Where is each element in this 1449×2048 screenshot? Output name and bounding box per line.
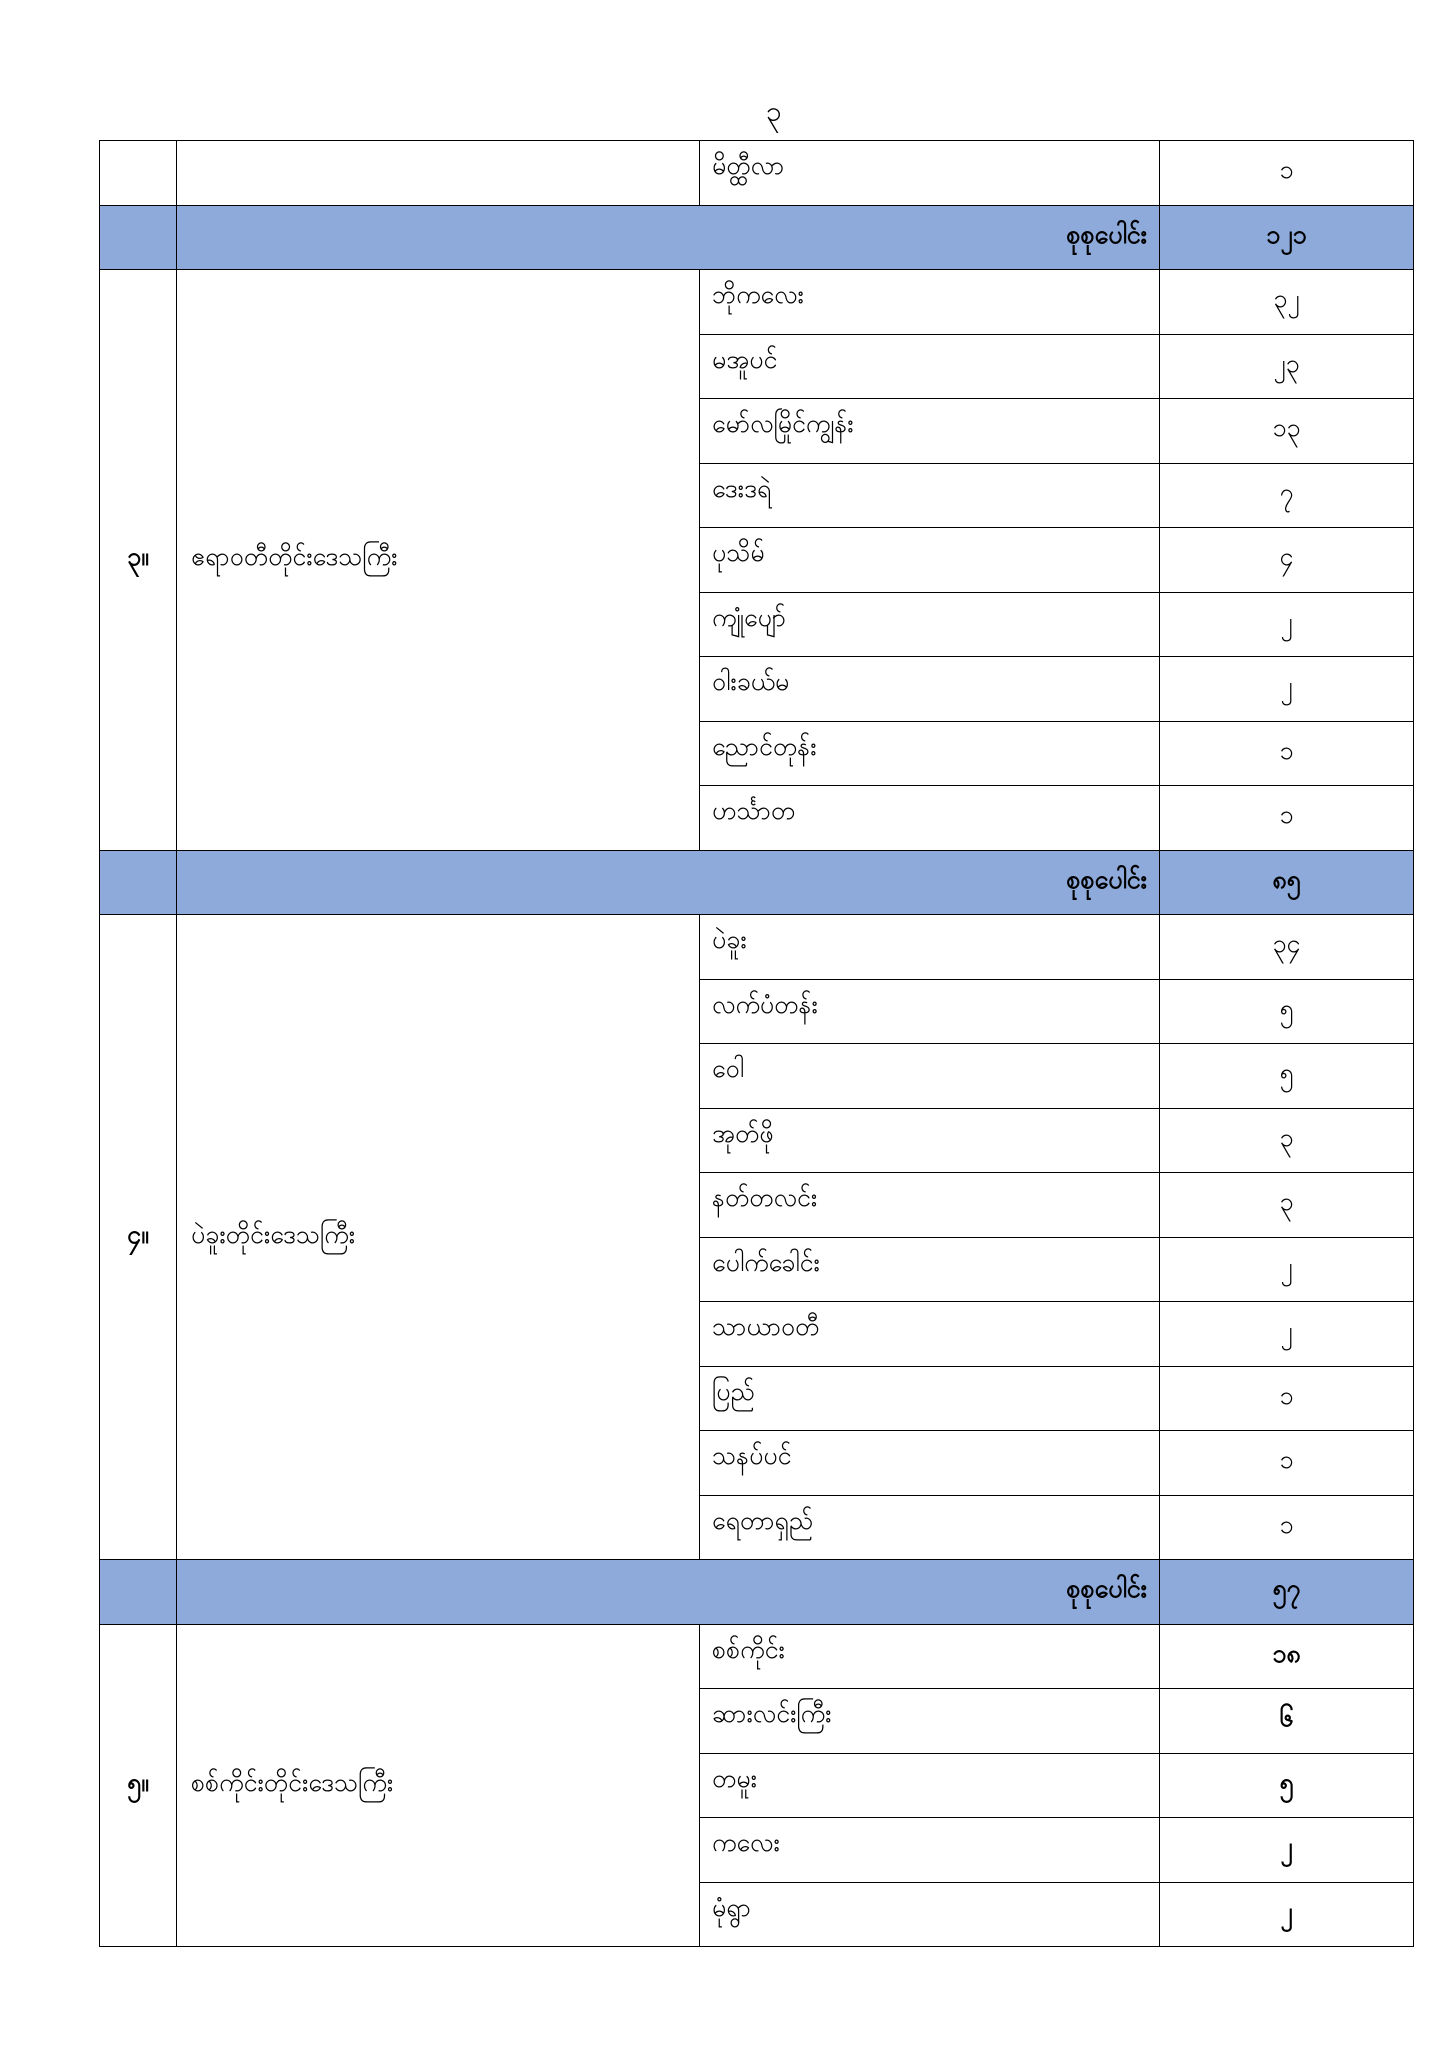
township-cell: မုံရွာ bbox=[700, 1882, 1160, 1947]
table-row bbox=[100, 915, 1414, 980]
total-row-blank-cell bbox=[100, 1560, 177, 1625]
section-number-cell: ၄။ bbox=[100, 915, 177, 1560]
total-value: ၈၅ bbox=[1160, 850, 1414, 915]
township-cell: ရေတာရှည် bbox=[700, 1495, 1160, 1560]
continued-section bbox=[100, 141, 1414, 270]
count-cell: ၁ bbox=[1160, 721, 1414, 786]
section-number-cell: ၅။ bbox=[100, 1624, 177, 1947]
page-number: ၃ bbox=[766, 95, 782, 128]
region-section bbox=[100, 915, 1414, 1625]
count-cell: ၆ bbox=[1160, 1689, 1414, 1754]
township-cell: မော်လမြိုင်ကျွန်း bbox=[700, 399, 1160, 464]
total-label: စုစုပေါင်း bbox=[177, 205, 1160, 270]
township-cell: မအူပင် bbox=[700, 334, 1160, 399]
count-cell: ၂ bbox=[1160, 1818, 1414, 1883]
count-cell: ၁ bbox=[1160, 141, 1414, 206]
count-cell: ၃ bbox=[1160, 1108, 1414, 1173]
township-cell: ပေါက်ခေါင်း bbox=[700, 1237, 1160, 1302]
total-row-blank-cell bbox=[100, 850, 177, 915]
total-value: ၅၇ bbox=[1160, 1560, 1414, 1625]
count-cell: ၄ bbox=[1160, 528, 1414, 593]
count-cell: ၁၈ bbox=[1160, 1624, 1414, 1689]
township-cell: ကလေး bbox=[700, 1818, 1160, 1883]
count-cell: ၁ bbox=[1160, 1366, 1414, 1431]
region-cell: စစ်ကိုင်းတိုင်းဒေသကြီး bbox=[177, 1624, 700, 1947]
count-cell: ၅ bbox=[1160, 1753, 1414, 1818]
region-cell: ဧရာဝတီတိုင်းဒေသကြီး bbox=[177, 270, 700, 851]
township-cell: ဝါးခယ်မ bbox=[700, 657, 1160, 722]
count-cell: ၃ bbox=[1160, 1173, 1414, 1238]
count-cell: ၂ bbox=[1160, 1882, 1414, 1947]
count-cell: ၁ bbox=[1160, 1495, 1414, 1560]
township-cell: ဘိုကလေး bbox=[700, 270, 1160, 335]
township-cell: မိတ္ထီလာ bbox=[700, 141, 1160, 206]
total-value: ၁၂၁ bbox=[1160, 205, 1414, 270]
count-cell: ၃၂ bbox=[1160, 270, 1414, 335]
township-cell: သာယာဝတီ bbox=[700, 1302, 1160, 1367]
count-cell: ၁ bbox=[1160, 1431, 1414, 1496]
township-count-table bbox=[99, 140, 1414, 1947]
table-row bbox=[100, 141, 1414, 206]
township-cell: လက်ပံတန်း bbox=[700, 979, 1160, 1044]
township-cell: ဒေးဒရဲ bbox=[700, 463, 1160, 528]
township-cell: ပဲခူး bbox=[700, 915, 1160, 980]
township-cell: ပုသိမ် bbox=[700, 528, 1160, 593]
region-section bbox=[100, 1624, 1414, 1947]
township-cell: ပြည် bbox=[700, 1366, 1160, 1431]
count-cell: ၂ bbox=[1160, 1237, 1414, 1302]
region-section bbox=[100, 270, 1414, 915]
township-cell: ဟင်္သာတ bbox=[700, 786, 1160, 851]
count-cell: ၅ bbox=[1160, 979, 1414, 1044]
total-label: စုစုပေါင်း bbox=[177, 1560, 1160, 1625]
township-cell: သနပ်ပင် bbox=[700, 1431, 1160, 1496]
region-cell bbox=[177, 141, 700, 206]
total-label: စုစုပေါင်း bbox=[177, 850, 1160, 915]
total-row bbox=[100, 205, 1414, 270]
count-cell: ၂ bbox=[1160, 1302, 1414, 1367]
township-cell: နတ်တလင်း bbox=[700, 1173, 1160, 1238]
count-cell: ၅ bbox=[1160, 1044, 1414, 1109]
region-cell: ပဲခူးတိုင်းဒေသကြီး bbox=[177, 915, 700, 1560]
table-row bbox=[100, 270, 1414, 335]
total-row bbox=[100, 1560, 1414, 1625]
section-number-cell bbox=[100, 141, 177, 206]
township-cell: ဝေါ bbox=[700, 1044, 1160, 1109]
township-cell: တမူး bbox=[700, 1753, 1160, 1818]
count-cell: ၁ bbox=[1160, 786, 1414, 851]
section-number-cell: ၃။ bbox=[100, 270, 177, 851]
count-cell: ၇ bbox=[1160, 463, 1414, 528]
count-cell: ၂၃ bbox=[1160, 334, 1414, 399]
count-cell: ၃၄ bbox=[1160, 915, 1414, 980]
township-cell: ဆားလင်းကြီး bbox=[700, 1689, 1160, 1754]
table-row bbox=[100, 1624, 1414, 1689]
total-row-blank-cell bbox=[100, 205, 177, 270]
township-cell: စစ်ကိုင်း bbox=[700, 1624, 1160, 1689]
township-cell: အုတ်ဖို bbox=[700, 1108, 1160, 1173]
township-cell: ညောင်တုန်း bbox=[700, 721, 1160, 786]
total-row bbox=[100, 850, 1414, 915]
count-cell: ၂ bbox=[1160, 657, 1414, 722]
count-cell: ၁၃ bbox=[1160, 399, 1414, 464]
count-cell: ၂ bbox=[1160, 592, 1414, 657]
township-cell: ကျုံပျော် bbox=[700, 592, 1160, 657]
